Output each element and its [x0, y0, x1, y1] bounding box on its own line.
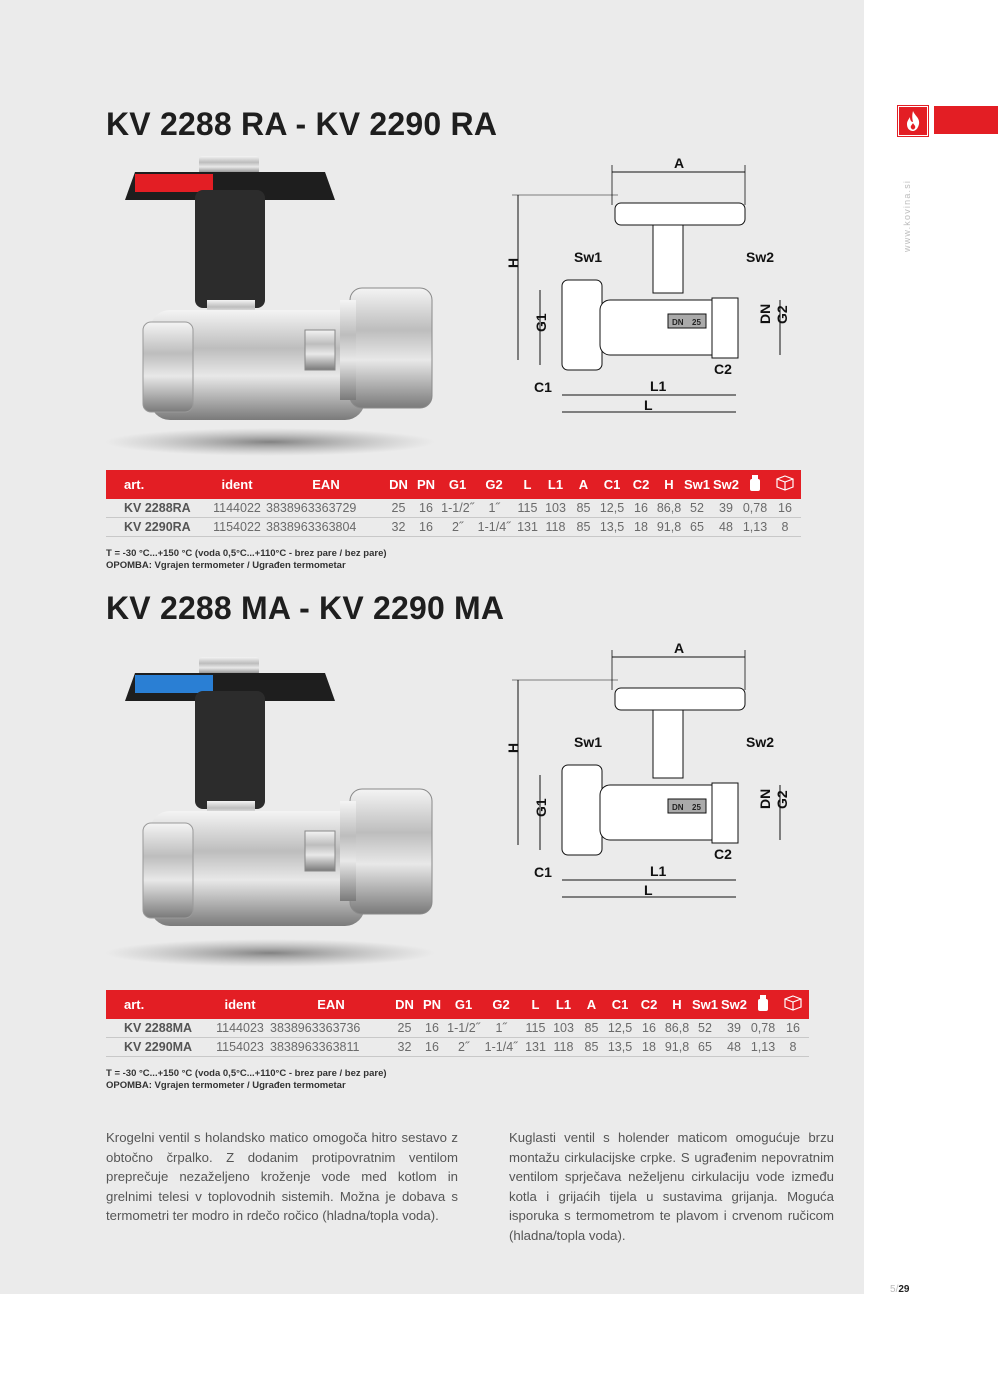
- col-dn: DN: [386, 470, 411, 499]
- col-g1: G1: [447, 990, 480, 1019]
- dim-label-g1: G1: [533, 313, 549, 332]
- dim-label-h: H: [505, 742, 521, 753]
- col-art: art.: [106, 470, 208, 499]
- col-l1: L1: [549, 990, 578, 1019]
- table-row: KV 2290RA 1154022 3838963363804 32 16 2˝ 1-1/4˝ 131 118 85 13,5 18 91,8 65 48 1,13 8: [106, 518, 801, 537]
- col-pn: PN: [411, 470, 441, 499]
- col-g2: G2: [474, 470, 514, 499]
- dim-label-c1: C1: [534, 379, 552, 395]
- col-sw1: Sw1: [691, 990, 719, 1019]
- col-sw1: Sw1: [683, 470, 711, 499]
- remark-note-ra: OPOMBA: Vgrajen termometer / Ugrađen termometar: [106, 560, 346, 571]
- dim-label-sw1: Sw1: [574, 734, 603, 750]
- col-c1: C1: [605, 990, 635, 1019]
- table-row: KV 2290MA 1154023 3838963363811 32 16 2˝ 1-1/4˝ 131 118 85 13,5 18 91,8 65 48 1,13 8: [106, 1038, 809, 1057]
- col-l1: L1: [541, 470, 570, 499]
- col-ident: ident: [208, 470, 266, 499]
- col-g2: G2: [480, 990, 522, 1019]
- table-header-row: [106, 990, 809, 1019]
- dim-label-h: H: [505, 257, 521, 268]
- dim-label-sw2: Sw2: [746, 734, 775, 750]
- dim-label-dn: DN: [757, 788, 773, 809]
- dim-label-dn: DN: [757, 303, 773, 324]
- col-g1: G1: [441, 470, 474, 499]
- dim-label-c2: C2: [714, 361, 732, 377]
- dim-label-l1: L1: [650, 378, 667, 394]
- col-pn: PN: [417, 990, 447, 1019]
- col-a: A: [570, 470, 597, 499]
- description-croatian: Kuglasti ventil s holender maticom omogućuje brzu montažu cirkulacijske crpke. S ugrađenim nepovratnim ventilom sprječava neželjenu cirkulaciju vode između kotla i grijaćih tijela u sustavima grijanja. Moguća isporuka s termometrom te plavom i crvenom ručicom (hladna/topla voda).: [509, 1130, 834, 1243]
- product-title-ra: KV 2288 RA - KV 2290 RA: [106, 106, 498, 142]
- description-slovenian: Krogelni ventil s holandsko matico omogoča hitro sestavo z obtočno črpalko. Z dodanim protipovratnim ventilom preprečuje nezaželjeno kroženje vode med kotlom in grelnimi telesi v toplovodnih sistemih. Možna je dobava s termometri ter modro in rdečo ročico (hladna/topla voda).: [106, 1130, 458, 1224]
- col-a: A: [578, 990, 605, 1019]
- col-ean: EAN: [266, 470, 386, 499]
- website-url: www.kovina.si: [902, 179, 912, 252]
- remark-note-ma: OPOMBA: Vgrajen termometer / Ugrađen termometar: [106, 1080, 346, 1091]
- col-c2: C2: [627, 470, 655, 499]
- flame-icon: [898, 106, 928, 136]
- valve-photo-blue: [95, 655, 440, 975]
- page-number: 5/29: [890, 1284, 910, 1295]
- product-title-ma: KV 2288 MA - KV 2290 MA: [106, 590, 505, 626]
- dim-label-c2: C2: [714, 846, 732, 862]
- weight-icon: [749, 990, 777, 1019]
- dim-label-l: L: [644, 397, 653, 413]
- col-sw2: Sw2: [711, 470, 741, 499]
- weight-icon: [741, 470, 769, 499]
- dn-value: 25: [692, 318, 701, 327]
- dim-label-l: L: [644, 882, 653, 898]
- dim-label-a: A: [674, 640, 685, 656]
- col-art: art.: [106, 990, 210, 1019]
- col-c2: C2: [635, 990, 663, 1019]
- table-header-row: [106, 470, 801, 499]
- temperature-note-ra: T = -30 °C...+150 °C (voda 0,5°C...+110°C - brez pare / bez pare): [106, 548, 387, 559]
- technical-drawing-ma: [500, 635, 800, 915]
- col-dn: DN: [392, 990, 417, 1019]
- box-icon: [777, 990, 809, 1019]
- technical-drawing-ra: [500, 150, 800, 430]
- table-row: KV 2288RA 1144022 3838963363729 25 16 1-1/2˝ 1˝ 115 103 85 12,5 16 86,8 52 39 0,78 16: [106, 499, 801, 518]
- col-l: L: [514, 470, 541, 499]
- table-row: KV 2288MA 1144023 3838963363736 25 16 1-1/2˝ 1˝ 115 103 85 12,5 16 86,8 52 39 0,78 16: [106, 1019, 809, 1038]
- box-icon: [769, 470, 801, 499]
- dim-label-c1: C1: [534, 864, 552, 880]
- valve-photo-red: [95, 150, 440, 460]
- col-h: H: [655, 470, 683, 499]
- col-ean: EAN: [270, 990, 392, 1019]
- dim-label-g2: G2: [774, 790, 790, 809]
- dn-mark: DN: [672, 318, 684, 327]
- col-sw2: Sw2: [719, 990, 749, 1019]
- dim-label-l1: L1: [650, 863, 667, 879]
- col-l: L: [522, 990, 549, 1019]
- dim-label-g2: G2: [774, 305, 790, 324]
- col-h: H: [663, 990, 691, 1019]
- spec-table-ra: [106, 470, 801, 537]
- dim-label-a: A: [674, 155, 685, 171]
- section-tab-bar: [934, 106, 998, 134]
- temperature-note-ma: T = -30 °C...+150 °C (voda 0,5°C...+110°C - brez pare / bez pare): [106, 1068, 387, 1079]
- col-c1: C1: [597, 470, 627, 499]
- dn-mark: DN: [672, 803, 684, 812]
- spec-table-ma: [106, 990, 809, 1057]
- dim-label-sw1: Sw1: [574, 249, 603, 265]
- dn-value: 25: [692, 803, 701, 812]
- dim-label-sw2: Sw2: [746, 249, 775, 265]
- col-ident: ident: [210, 990, 270, 1019]
- dim-label-g1: G1: [533, 798, 549, 817]
